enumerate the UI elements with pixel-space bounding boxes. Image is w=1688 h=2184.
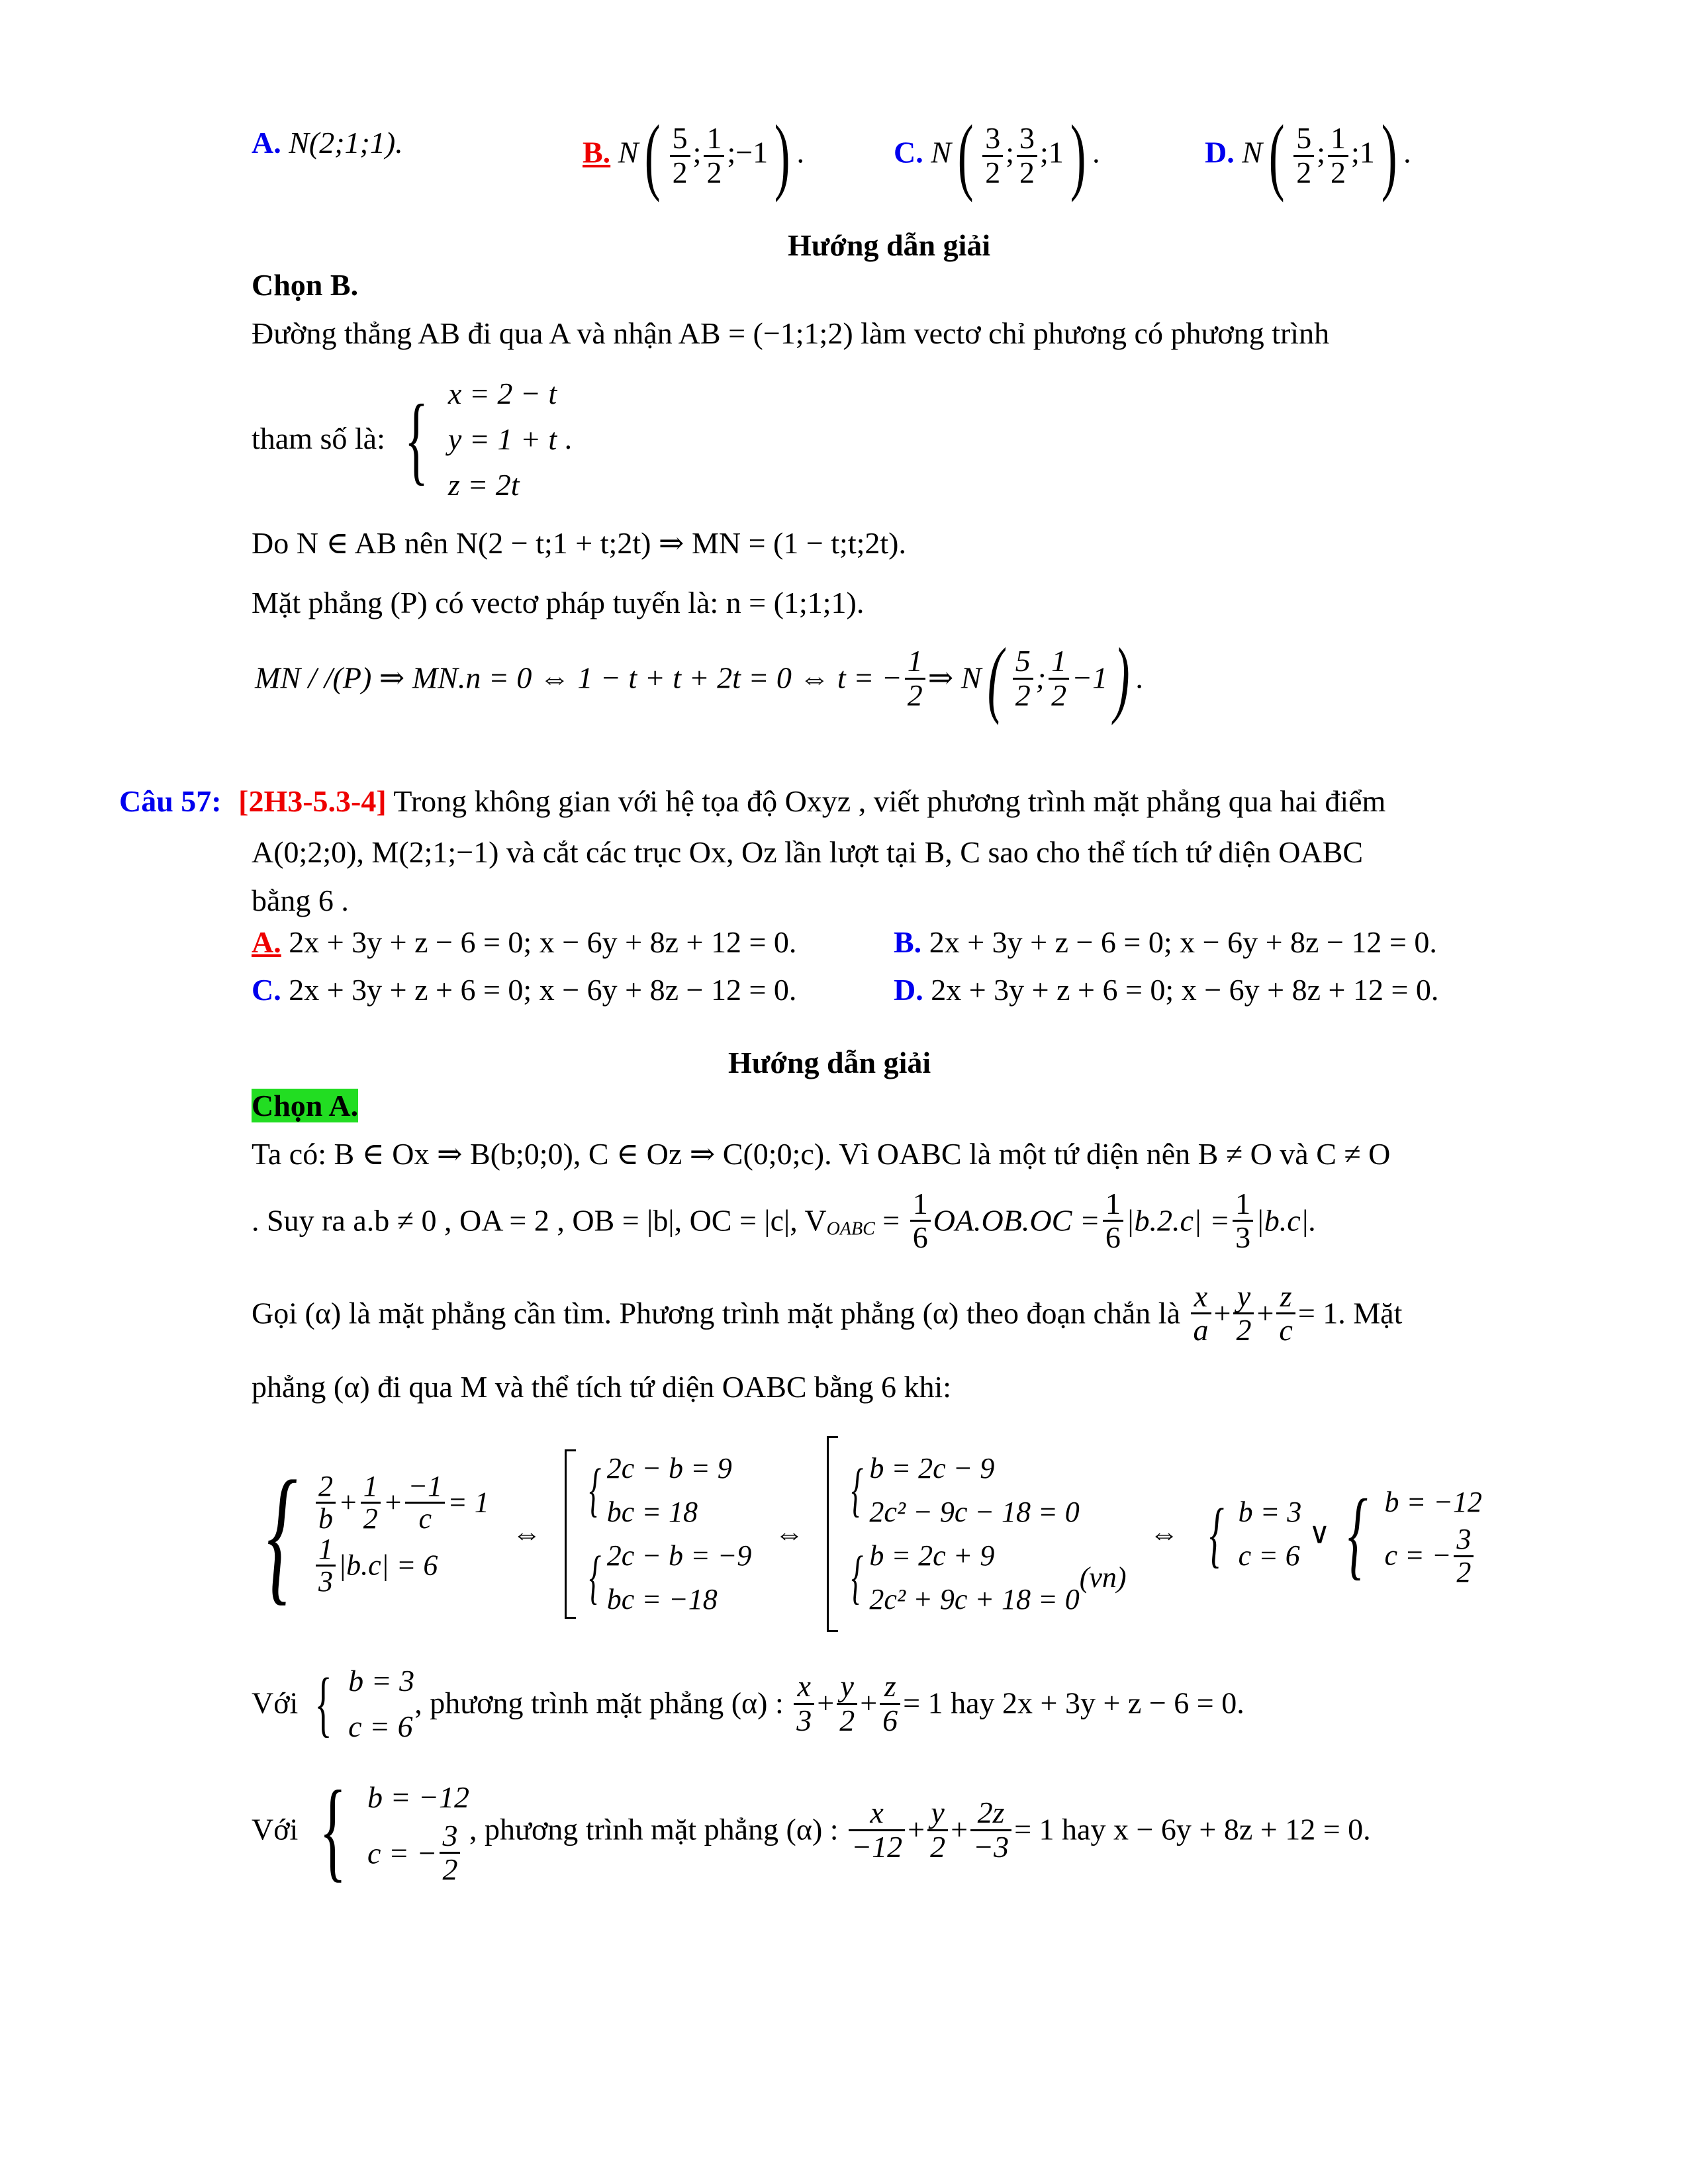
paren-left: (	[1268, 108, 1285, 203]
fraction: $\frac{z}{c}$	[1276, 1281, 1295, 1347]
option-label: C.	[894, 135, 923, 169]
option-text: N	[618, 135, 639, 169]
option-tail: ;1	[1351, 135, 1375, 169]
param-label: tham số là:	[252, 422, 385, 456]
option-text: 2x + 3y + z − 6 = 0; x − 6y + 8z + 12 = 0.	[289, 925, 797, 959]
equation-text: −1	[1072, 660, 1108, 695]
q56-option-c: C. N( $\frac{3}{2}$ ; $\frac{3}{2}$ ;1) .	[894, 108, 1100, 203]
option-tail: ;−1	[727, 135, 769, 169]
equation-system-b: { 2c − b = 9 bc = 18 { 2c − b = −9 bc = −18	[588, 1452, 752, 1615]
equation-system: x = 2 − t y = 1 + t z = 2t	[447, 377, 557, 502]
text: Với	[252, 1812, 299, 1846]
fraction: $\frac{y}{2}$	[1233, 1281, 1254, 1347]
q56-line1: Đường thẳng AB đi qua A và nhận AB = (−1;1;2) làm vectơ chỉ phương có phương trình	[252, 316, 1330, 350]
q57-option-b	[894, 925, 1437, 960]
text: Với	[252, 1686, 299, 1720]
q57-option-a	[252, 925, 796, 960]
q57-header	[119, 784, 1385, 819]
q56-line3: Do N ∈ AB nên N(2 − t;1 + t;2t) ⇒ MN = (1 − t;t;2t).	[252, 526, 906, 560]
q56-line4: Mặt phẳng (P) có vectơ pháp tuyến là: n = (1;1;1).	[252, 586, 865, 619]
q56-option-d: D. N( $\frac{5}{2}$ ; $\frac{1}{2}$ ;1) .	[1205, 108, 1411, 203]
q57-option-c	[252, 973, 796, 1008]
fraction: $\frac{3}{2}$	[982, 122, 1003, 189]
brace-left: {	[319, 1768, 347, 1892]
equation-system-d: b = 3 c = 6	[1238, 1496, 1302, 1572]
q57-with2: Với { b = −12 c = − $\frac{3}{2}$ , phương trình mặt phẳng (α) : $\frac{x}{-12}$ + $\frac{y}{2}$ + $\frac{2z}{-3}$ = 1 hay x − 6y + 8z + 12 = 0.	[252, 1768, 1371, 1892]
text: , phương trình mặt phẳng (α) :	[414, 1686, 784, 1720]
fraction: $\frac{1}{2}$	[905, 645, 925, 711]
option-text: N	[931, 135, 951, 169]
text: |b.c|.	[1256, 1203, 1317, 1238]
q57-line3: Gọi (α) là mặt phẳng cần tìm. Phương trình mặt phẳng (α) theo đoạn chắn là $\frac{x}{a}$ + $\frac{y}{2}$ + $\frac{z}{c}$ = 1. Mặt	[252, 1279, 1403, 1347]
q57-choose	[252, 1089, 358, 1124]
q57-line4: phẳng (α) đi qua M và thể tích tứ diện OABC bằng 6 khi:	[252, 1370, 952, 1404]
paren-left: (	[957, 108, 974, 203]
brace-left: {	[1347, 1479, 1368, 1589]
fraction: $\frac{z}{6}$	[880, 1670, 900, 1737]
question-number: Câu 57:	[119, 784, 222, 818]
q56-line5: MN / /(P) ⇒ MN.n = 0 ⇔ 1 − t + t + 2t = 0 ⇔ t = − $\frac{1}{2}$ ⇒ N( $\frac{5}{2}$ ; $\frac{1}{2}$ −1) .	[255, 631, 1144, 726]
option-label: D.	[894, 973, 923, 1007]
or-symbol: ∨	[1309, 1517, 1331, 1550]
bracket-left	[827, 1436, 838, 1632]
equation-system: b = −12 c = − $\frac{3}{2}$	[367, 1780, 470, 1886]
option-tail: ;1	[1040, 135, 1064, 169]
brace-left: {	[314, 1663, 332, 1744]
fraction: $\frac{1}{3}$	[1233, 1188, 1253, 1254]
q56-param-system: tham số là: { x = 2 − t y = 1 + t z = 2t .	[252, 371, 572, 508]
q56-option-b: B. N( $\frac{5}{2}$ ; $\frac{1}{2}$ ;−1) .	[583, 108, 804, 203]
option-text: N	[1242, 135, 1262, 169]
text: . Suy ra a.b ≠ 0 , OA = 2 , OB = |b|, OC = |c|, V	[252, 1203, 827, 1238]
fraction: $\frac{5}{2}$	[670, 122, 690, 189]
option-text: N(2;1;1).	[289, 126, 403, 159]
option-label: A.	[252, 925, 281, 959]
fraction: $\frac{x}{3}$	[794, 1670, 814, 1737]
equation-system: b = 3 c = 6	[348, 1664, 415, 1743]
paren-right: )	[1381, 108, 1397, 203]
fraction: $\frac{1}{6}$	[1103, 1188, 1123, 1254]
paren-right: )	[1070, 108, 1086, 203]
fraction: $\frac{3}{2}$	[1017, 122, 1037, 189]
option-text: 2x + 3y + z + 6 = 0; x − 6y + 8z − 12 = 0.	[289, 973, 797, 1007]
q56-option-a	[252, 126, 403, 161]
paren-right: )	[774, 108, 790, 203]
fraction: $\frac{5}{2}$	[1013, 645, 1033, 711]
option-label: A.	[252, 126, 281, 159]
q57-text3: bằng 6 .	[252, 884, 349, 917]
option-text: 2x + 3y + z − 6 = 0; x − 6y + 8z − 12 = 0.	[929, 925, 1437, 959]
equation-system-c: { b = 2c − 9 2c² − 9c − 18 = 0 { b = 2c + 9 2c² + 9c + 18 = 0 (vn)	[851, 1452, 1127, 1615]
fraction: $\frac{1}{2}$	[1328, 122, 1348, 189]
fraction: $\frac{2z}{-3}$	[970, 1797, 1011, 1863]
bracket-left	[565, 1449, 576, 1619]
q57-with1: Với { b = 3 c = 6 , phương trình mặt phẳng (α) : $\frac{x}{3}$ + $\frac{y}{2}$ + $\frac{z}{6}$ = 1 hay 2x + 3y + z − 6 = 0.	[252, 1658, 1244, 1749]
equation-text: ⇒ N	[927, 660, 982, 695]
equation-system-a: $\frac{2}{b}$ + $\frac{1}{2}$ + $\frac{-1}{c}$ = 1 $\frac{1}{3}$ |b.c| = 6	[313, 1471, 489, 1598]
text: Gọi (α) là mặt phẳng cần tìm. Phương trình mặt phẳng (α) theo đoạn chắn là	[252, 1296, 1180, 1330]
text: OA.OB.OC =	[933, 1203, 1100, 1238]
option-label: B.	[894, 925, 922, 959]
q57-line1: Ta có: B ∈ Ox ⇒ B(b;0;0), C ∈ Oz ⇒ C(0;0;c). Vì OABC là một tứ diện nên B ≠ O và C ≠ O	[252, 1137, 1391, 1171]
choose-highlight: Chọn A.	[252, 1089, 359, 1122]
option-label: B.	[583, 135, 611, 169]
q57-line2: . Suy ra a.b ≠ 0 , OA = 2 , OB = |b|, OC = |c|, $V_{OABC}$ = $\frac{1}{6}$ OA.OB.OC = $\frac{1}{6}$ |b.2.c| = $\frac{1}{3}$ |b.c|.	[252, 1187, 1317, 1255]
question-code: [2H3-5.3-4]	[238, 784, 387, 818]
text: , phương trình mặt phẳng (α) :	[469, 1812, 839, 1846]
equation-text: MN / /(P) ⇒ MN.n = 0 ⇔ 1 − t + t + 2t = 0 ⇔ t = −	[255, 660, 902, 695]
q57-solution-heading: Hướng dẫn giải	[728, 1046, 931, 1079]
fraction: $\frac{1}{2}$	[1049, 645, 1069, 711]
brace-left: {	[1209, 1494, 1224, 1574]
option-text: 2x + 3y + z + 6 = 0; x − 6y + 8z + 12 = 0.	[931, 973, 1439, 1007]
text: = 1. Mặt	[1297, 1296, 1403, 1330]
iff-symbol: ⇔	[512, 1517, 541, 1550]
subscript: OABC	[826, 1218, 875, 1240]
paren-left: (	[988, 631, 1004, 726]
option-label: C.	[252, 973, 281, 1007]
text: = 1 hay 2x + 3y + z − 6 = 0.	[903, 1686, 1244, 1720]
brace-left: {	[266, 1449, 297, 1618]
fraction: $\frac{1}{2}$	[704, 122, 724, 189]
q56-solution-heading: Hướng dẫn giải	[788, 228, 991, 262]
fraction: $\frac{x}{-12}$	[849, 1797, 905, 1863]
q57-system-chain	[252, 1436, 1482, 1632]
paren-left: (	[645, 108, 661, 203]
fraction: $\frac{5}{2}$	[1293, 122, 1314, 189]
iff-symbol: ⇔	[774, 1517, 804, 1550]
fraction: $\frac{x}{a}$	[1191, 1281, 1211, 1347]
fraction: $\frac{y}{2}$	[927, 1797, 948, 1863]
option-label: D.	[1205, 135, 1235, 169]
paren-right: )	[1113, 631, 1130, 726]
q56-choose: Chọn B.	[252, 268, 359, 302]
text: = 1 hay x − 6y + 8z + 12 = 0.	[1014, 1812, 1371, 1846]
brace-left: {	[404, 384, 429, 494]
equation-system-e: b = −12 c = − $\frac{3}{2}$	[1384, 1486, 1482, 1588]
q57-text2: A(0;2;0), M(2;1;−1) và cắt các trục Ox, Oz lần lượt tại B, C sao cho thể tích tứ diện OABC	[252, 835, 1364, 869]
iff-symbol: ⇔	[1149, 1517, 1179, 1550]
text: |b.2.c| =	[1125, 1203, 1231, 1238]
question-text: Trong không gian với hệ tọa độ Oxyz , viết phương trình mặt phẳng qua hai điểm	[393, 784, 1386, 818]
fraction: $\frac{1}{6}$	[910, 1188, 931, 1254]
q57-option-d	[894, 973, 1438, 1008]
fraction: $\frac{y}{2}$	[837, 1670, 857, 1737]
